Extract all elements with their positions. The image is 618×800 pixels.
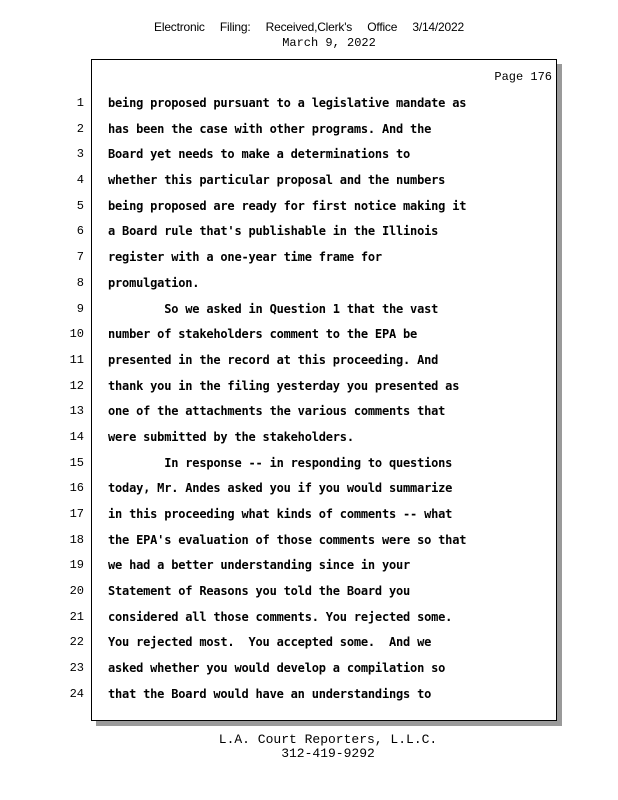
line-number: 22: [69, 635, 84, 650]
transcript-line: whether this particular proposal and the numbers: [108, 173, 446, 188]
line-number: 9: [76, 301, 84, 316]
filing-office: Office: [367, 20, 398, 34]
line-number: 2: [76, 121, 84, 136]
transcript-line: In response -- in responding to questions: [108, 455, 453, 470]
line-number: 21: [69, 609, 84, 624]
transcript-line: being proposed are ready for first notice making it: [108, 198, 467, 213]
transcript-line: being proposed pursuant to a legislative mandate as: [108, 96, 467, 110]
transcript-line: in this proceeding what kinds of comments -- what: [108, 507, 453, 521]
line-number: 4: [76, 173, 84, 188]
transcript-line: asked whether you would develop a compilation so: [108, 661, 446, 676]
line-number: 10: [69, 327, 84, 342]
transcript-line: presented in the record at this proceeding. And: [108, 352, 439, 367]
line-number: 13: [69, 404, 84, 419]
footer-reporter: L.A. Court Reporters, L.L.C.: [218, 732, 438, 747]
line-number: 3: [76, 147, 84, 162]
transcript-line: today, Mr. Andes asked you if you would summarize: [108, 481, 453, 496]
line-number: 24: [69, 686, 84, 701]
line-number: 17: [69, 507, 84, 521]
transcript-line: Board yet needs to make a determinations to: [108, 147, 411, 162]
line-number: 6: [76, 224, 84, 239]
filing-electronic: Electronic: [154, 20, 205, 34]
transcript-text: [108, 92, 528, 709]
page-number: Page 176: [494, 70, 552, 84]
footer-phone: 312-419-9292: [281, 746, 375, 761]
transcript-line: were submitted by the stakeholders.: [108, 429, 354, 444]
line-number: 18: [69, 532, 84, 547]
line-number: 7: [76, 250, 84, 265]
transcript-line: we had a better understanding since in your: [108, 558, 411, 573]
line-number: 1: [76, 96, 84, 110]
filing-stamp-header: [0, 20, 618, 34]
filing-stamp-date: 3/14/2022: [412, 20, 464, 34]
transcript-line: one of the attachments the various comments that: [108, 404, 446, 419]
transcript-line: promulgation.: [108, 275, 200, 290]
transcript-line: considered all those comments. You rejected some.: [108, 609, 453, 624]
line-number-column: [60, 92, 84, 709]
transcript-line: the EPA's evaluation of those comments were so that: [108, 532, 467, 547]
transcript-line: has been the case with other programs. And the: [108, 121, 432, 136]
line-number: 11: [69, 352, 84, 367]
transcript-line: Statement of Reasons you told the Board you: [108, 584, 411, 599]
hearing-date: March 9, 2022: [282, 36, 376, 50]
transcript-line: You rejected most. You accepted some. And we: [108, 635, 432, 650]
line-number: 20: [69, 584, 84, 599]
transcript-line: register with a one-year time frame for: [108, 250, 382, 265]
line-number: 14: [69, 429, 84, 444]
line-number: 19: [69, 558, 84, 573]
filing-label: Filing:: [219, 20, 251, 34]
line-number: 15: [69, 455, 84, 470]
line-number: 16: [69, 481, 84, 496]
transcript-line: a Board rule that's publishable in the Illinois: [108, 224, 439, 239]
transcript-line: number of stakeholders comment to the EPA be: [108, 327, 418, 342]
transcript-line: thank you in the filing yesterday you presented as: [108, 378, 460, 393]
filing-received: Received,Clerk's: [265, 20, 353, 34]
line-number: 5: [76, 198, 84, 213]
transcript-line: that the Board would have an understandings to: [108, 686, 432, 701]
line-number: 8: [76, 275, 84, 290]
line-number: 12: [69, 378, 84, 393]
transcript-line: So we asked in Question 1 that the vast: [108, 301, 439, 316]
line-number: 23: [69, 661, 84, 676]
